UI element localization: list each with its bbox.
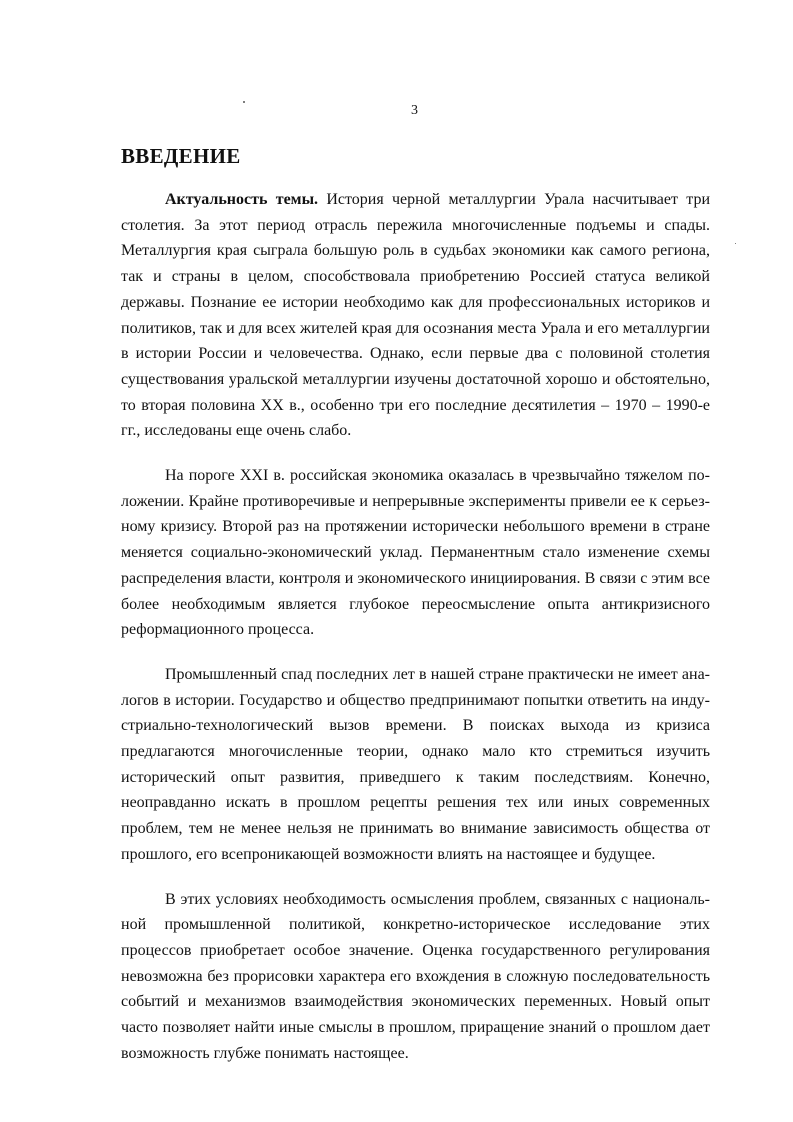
paragraph-lead: Актуальность темы. [165,191,319,208]
scan-speck [735,243,736,244]
paragraph-text: История черной металлургии Урала насчитывает три столетия. За этот период отрасль пережила многочисленные подъемы и спады. Металлургия края сыграла большую роль в судьбах экономики как самого региона, так и страны в целом, способствовала приобретению Россией статуса великой державы. Познание ее истории необходимо как для профессиональных историков и политиков, так и для всех жителей края для осознания места Урала и его металлургии в истории России и человечества. Однако, если первые два с половиной столетия существования уральской металлургии изучены достаточной хорошо и обстоятельно, то вторая половина XX в., особенно три его последние десятилетия – 1970 – 1990-е гг., исследованы еще очень слабо. [121,191,711,440]
paragraph-industrial-decline [121,662,710,868]
body-text [121,187,710,1067]
paragraph-conditions [121,887,710,1067]
paragraph-economy [121,463,710,643]
page-heading: ВВЕДЕНИЕ [121,144,241,168]
paragraph-text: Промышленный спад последних лет в нашей стране практически не имеет аналогов в истории. Государство и общество предпринимают попытки ответить на индустриально-технологический вызов времени. В поисках выхода из кризиса предлагаются многочисленные теории, однако мало кто стремиться изучить исторический опыт развития, приведшего к таким последствиям. Конечно, неоправданно искать в прошлом рецепты решения тех или иных современных проблем, тем не менее нельзя не принимать во внимание зависимость общества от прошлого, его всепроникающей возможности влиять на настоящее и будущее. [121,665,710,863]
paragraph-text: В этих условиях необходимость осмысления проблем, связанных с национальной промышленной политикой, конкретно-историческое исследование этих процессов приобретает особое значение. Оценка государственного регулирования невозможна без прорисовки характера его вхождения в сложную последовательность событий и механизмов взаимодействия экономических переменных. Новый опыт часто позволяет найти иные смыслы в прошлом, приращение знаний о прошлом дает возможность глубже понимать настоящее. [121,890,710,1062]
paragraph-text: На пороге XXI в. российская экономика оказалась в чрезвычайно тяжелом положении. Крайне противоречивые и непрерывные эксперименты привели ее к серьезному кризису. Второй раз на протяжении исторически небольшого времени в стране меняется социально-экономический уклад. Перманентным стало изменение схемы распределения власти, контроля и экономического инициирования. В связи с этим все более необходимым является глубокое переосмысление опыта антикризисного реформационного процесса. [121,467,710,639]
paragraph-relevance [121,187,710,444]
page-number: 3 [411,103,418,118]
